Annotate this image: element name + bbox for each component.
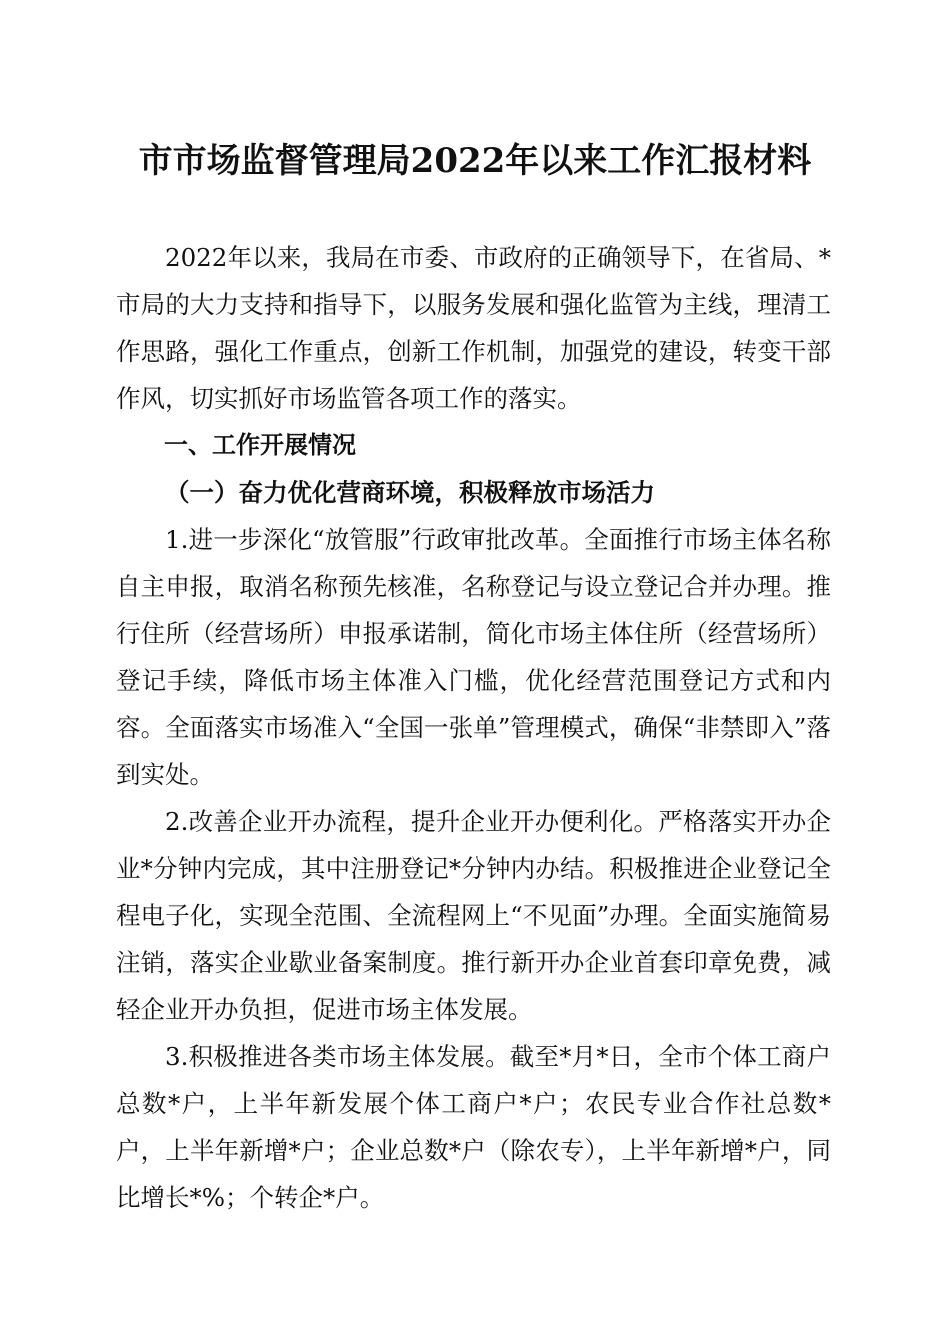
document-body [116,234,831,1221]
item-paragraph-1: 1.进一步深化“放管服”行政审批改革。全面推行市场主体名称自主申报，取消名称预先核准，名称登记与设立登记合并办理。推行住所（经营场所）申报承诺制，简化市场主体住所（经营场所）登记手续，降低市场主体准入门槛，优化经营范围登记方式和内容。全面落实市场准入“全国一张单”管理模式，确保“非禁即入”落到实处。 [116,525,831,789]
subsection-heading-1: （一）奋力优化营商环境，积极释放市场活力 [165,478,655,507]
document-title: 市市场监督管理局2022年以来工作汇报材料 [138,141,812,181]
item-paragraph-2: 2.改善企业开办流程，提升企业开办便利化。严格落实开办企业*分钟内完成，其中注册登记*分钟内办结。积极推进企业登记全程电子化，实现全范围、全流程网上“不见面”办理。全面实施简易注销，落实企业歇业备案制度。推行新开办企业首套印章免费，减轻企业开办负担，促进市场主体发展。 [116,807,831,1024]
section-heading-1: 一、工作开展情况 [164,431,356,459]
intro-paragraph: 2022年以来，我局在市委、市政府的正确领导下，在省局、*市局的大力支持和指导下，以服务发展和强化监管为主线，理清工作思路，强化工作重点，创新工作机制，加强党的建设，转变干部作风，切实抓好市场监管各项工作的落实。 [116,243,831,413]
item-paragraph-3: 3.积极推进各类市场主体发展。截至*月*日，全市个体工商户总数*户，上半年新发展个体工商户*户；农民专业合作社总数*户，上半年新增*户；企业总数*户（除农专），上半年新增*户，同比增长*%；个转企*户。 [116,1042,831,1212]
